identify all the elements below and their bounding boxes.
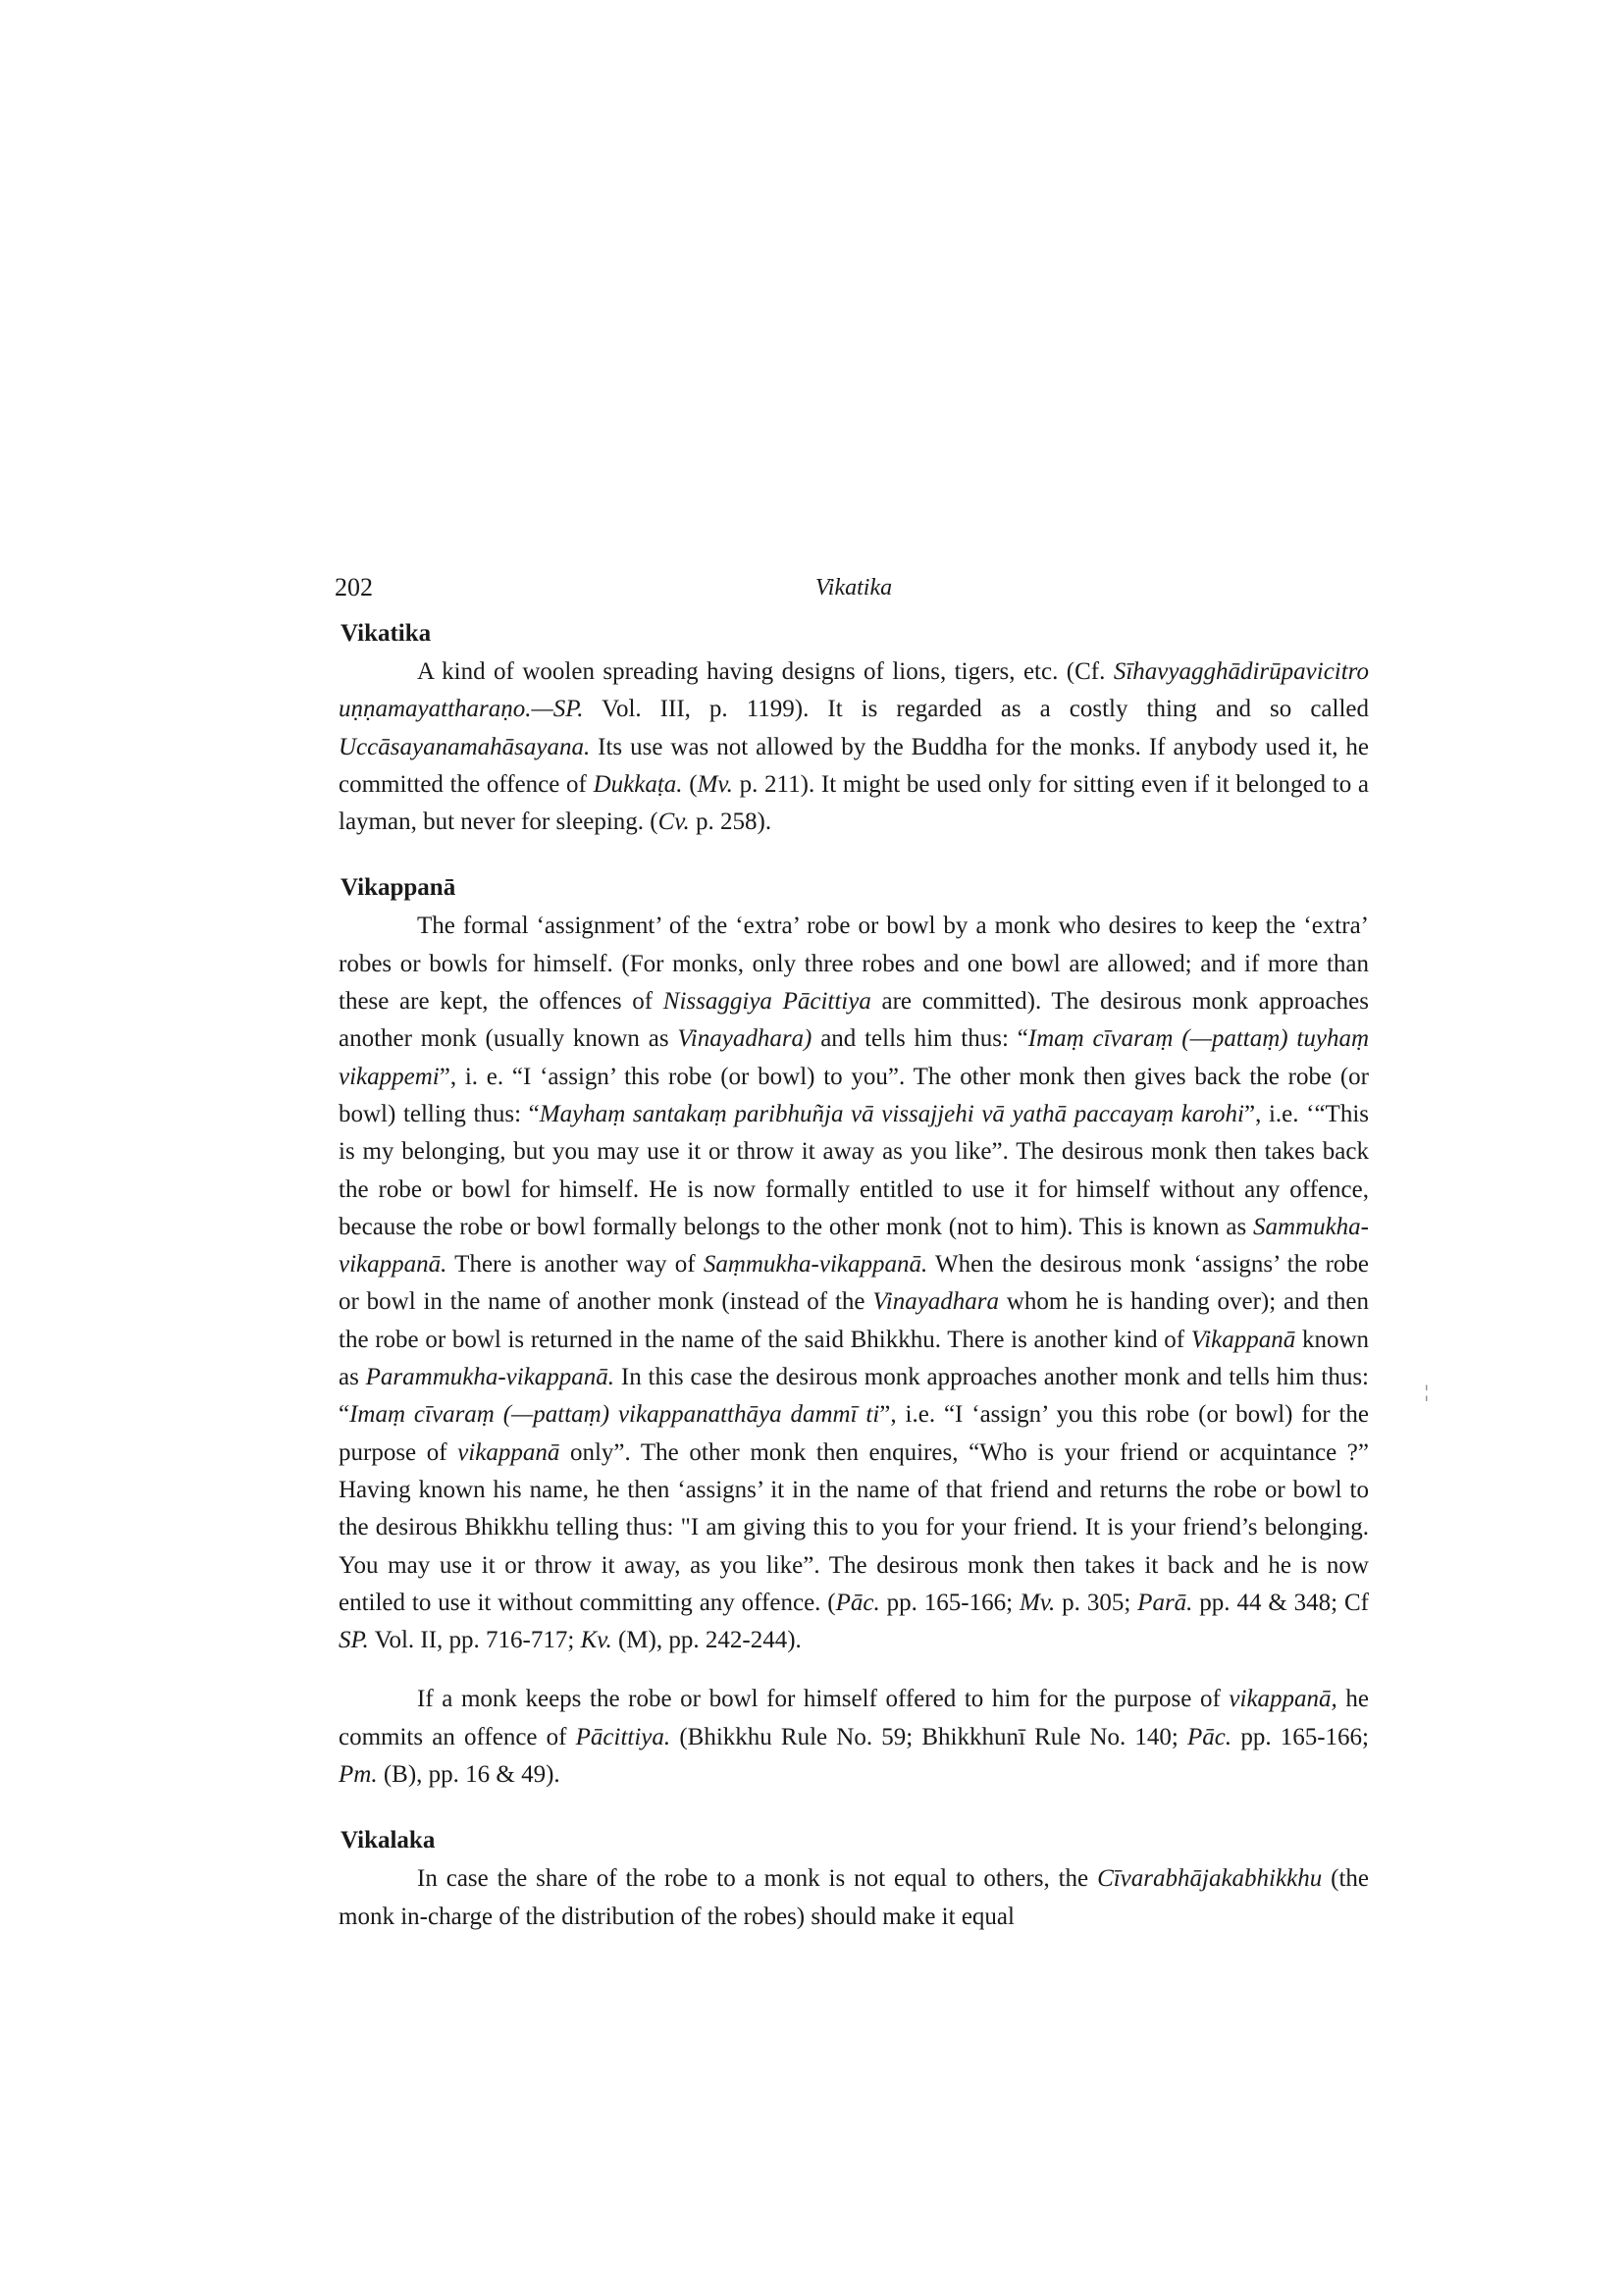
italic-term: Pm. [339,1761,378,1789]
text-run: Vol. III, p. 1199). It is regarded as a costly thing and so called [583,696,1369,723]
italic-term: Cīvarabhājakabhikkhu [1097,1865,1323,1893]
italic-term: Parammukha-vikappanā. [365,1364,615,1391]
italic-term: SP. [339,1627,369,1654]
italic-term: vikappanā [457,1438,560,1466]
italic-term: Sīhavyagghādirūpavicitro uṇṇamayattharaṇo.—SP. [339,658,1369,723]
italic-term: Vinayadhara) [677,1025,812,1053]
italic-term: Mv. [697,770,733,798]
entry [339,614,1369,841]
page-content [335,569,1370,1963]
entry-paragraph [339,1681,1369,1794]
text-run: p. 305; [1055,1589,1138,1616]
text-run: he commits an offence of [339,1686,1369,1750]
entry [339,1821,1369,1936]
text-run: A kind of woolen spreading having designs of lions, tigers, etc. (Cf. [417,658,1114,685]
margin-mark: ¦ [1425,1382,1429,1401]
text-run: The formal ‘assignment’ of the ‘extra’ robe or bowl by a monk who desires to keep the ‘extra’ robes or bowls for himself. (For monks, only three robes and one bowl are allowed; and if more than these are kept, the offences of [339,913,1369,1016]
text-run: ”, i.e. “I ‘assign’ you this robe (or bowl) for the purpose of [339,1401,1369,1466]
italic-term: Pāc. [1187,1723,1232,1750]
text-run: ”, i. e. “I ‘assign’ this robe (or bowl) to you”. The other monk then gives back the robe (or bowl) telling thus: “ [339,1063,1369,1127]
entry-heading: Vikalaka [341,1827,436,1854]
text-run: When the desirous monk ‘assigns’ the robe or bowl in the name of another monk (instead of the [339,1251,1369,1316]
running-title: Vikatika [814,575,893,600]
italic-term: Parā. [1137,1589,1193,1616]
entries [339,614,1369,1936]
text-run: There is another way of [446,1251,704,1278]
text-run: pp. 165-166; [879,1589,1020,1616]
text-run: Its use was not allowed by the Buddha for the monks. If anybody used it, he committed the offence of [339,733,1369,798]
running-head [335,569,1369,608]
text-run: In case the share of the robe to a monk is not equal to others, the [417,1865,1098,1893]
italic-term: Pācittiya. [575,1723,671,1750]
entry-paragraph [339,908,1369,1659]
entry-paragraph [339,653,1369,841]
italic-term: Dukkaṭa. [593,770,683,798]
italic-term: Vikappanā [1190,1326,1296,1353]
italic-term: Uccāsayanamahāsayana. [339,733,591,760]
italic-term: Saṃmukha-vikappanā. [703,1251,928,1278]
text-run: (Bhikkhu Rule No. 59; Bhikkhunī Rule No. 140; [670,1723,1188,1750]
text-run: known as [339,1326,1369,1391]
text-run: pp. 44 & 348; Cf [1192,1589,1370,1616]
text-run: and tells him thus: “ [812,1025,1028,1053]
entry [339,868,1369,1794]
text-run: (the monk in-charge of the distribution of the robes) should make it equal [339,1865,1369,1930]
page-number: 202 [335,573,373,601]
text-run: ”, i.e. ‘“This is my belonging, but you may use it or throw it away as you like”. The desirous monk then takes back the robe or bowl for himself. He is now formally entitled to use it for himself without any offence, because the robe or bowl formally belongs to the other monk (not to him). This is known as [339,1100,1369,1240]
text-run: pp. 165-166; [1231,1723,1369,1750]
entry-heading: Vikappanā [341,874,456,902]
text-run: p. 211). It might be used only for sitting even if it belonged to a layman, but never for sleeping. ( [339,770,1370,836]
italic-term: vikappanā, [1229,1686,1337,1713]
text-run: are committed). The desirous monk approaches another monk (usually known as [339,988,1370,1053]
italic-term: Kv. [580,1627,612,1654]
text-run: p. 258). [689,809,772,836]
italic-term: Cv. [657,809,690,836]
text-run: ( [682,770,698,798]
italic-term: Mayhaṃ santakaṃ paribhuñja vā vissajjehi vā yathā paccayaṃ karohi [539,1100,1244,1127]
entry-heading: Vikatika [341,620,432,647]
italic-term: Pāc. [835,1589,880,1616]
italic-term: Sammukha-vikappanā. [339,1213,1369,1278]
text-run: Vol. II, pp. 716-717; [368,1627,581,1654]
italic-term: Imaṃ cīvaraṃ (—pattaṃ) vikappanatthāya dammī ti [349,1401,880,1429]
italic-term: Mv. [1019,1589,1056,1616]
text-run: In this case the desirous monk approaches another monk and tells him thus: “ [339,1364,1369,1429]
entry-paragraph [339,1860,1369,1936]
text-run: only”. The other monk then enquires, “Who is your friend or acquintance ?” Having known his name, he then ‘assigns’ it in the name of that friend and returns the robe or bowl to the desirous Bhikkhu telling thus: "I am giving this to you for your friend. It is your friend’s belonging. You may use it or throw it away, as you like”. The desirous monk then takes it back and he is now entiled to use it without committing any offence. ( [339,1438,1370,1616]
text-run: whom he is handing over); and then the robe or bowl is returned in the name of the said Bhikkhu. There is another kind of [339,1288,1369,1353]
italic-term: Imaṃ cīvaraṃ (—pattaṃ) tuyhaṃ vikappemi [339,1025,1369,1090]
italic-term: Nissaggiya Pācittiya [662,988,871,1016]
text-run: (M), pp. 242-244). [611,1627,802,1654]
text-run: (B), pp. 16 & 49). [377,1761,560,1789]
text-run: If a monk keeps the robe or bowl for himself offered to him for the purpose of [417,1686,1230,1713]
italic-term: Vinayadhara [872,1288,1000,1316]
